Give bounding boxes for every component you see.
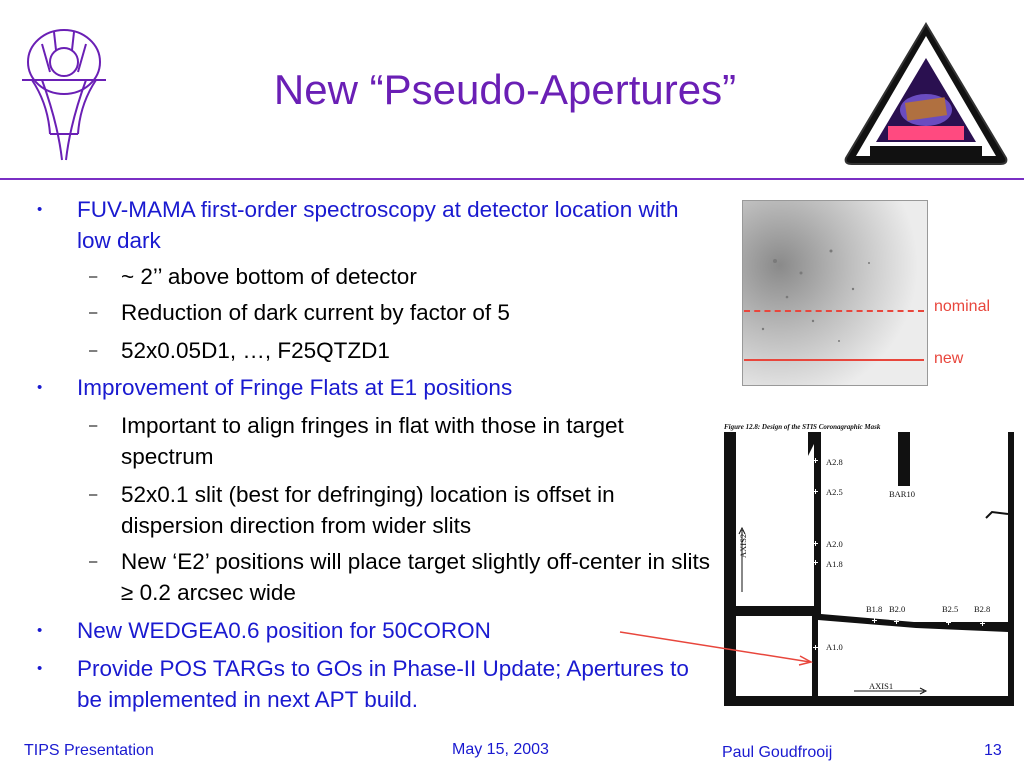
- bullet-dot: •: [37, 201, 43, 218]
- sub-item: [89, 479, 721, 541]
- sub-item: [89, 546, 711, 608]
- footer-presentation: TIPS Presentation: [24, 742, 154, 759]
- sub-text: 52x0.1 slit (best for defringing) location is offset in dispersion direction from wider slits: [121, 482, 615, 538]
- sub-item: [89, 297, 721, 328]
- mask-label: B1.8: [866, 604, 883, 614]
- sub-text: New ‘E2’ positions will place target slightly off-center in slits ≥ 0.2 arcsec wide: [121, 549, 710, 605]
- footer-date: May 15, 2003: [452, 741, 549, 758]
- sub-text: 52x0.05D1, …, F25QTZD1: [121, 338, 390, 363]
- aperture-marker: [813, 489, 818, 494]
- page-title: New “Pseudo-Apertures”: [273, 66, 737, 113]
- mask-label: AXIS2: [738, 533, 748, 558]
- mask-label: B2.8: [974, 604, 991, 614]
- sub-dash: –: [89, 486, 98, 503]
- aperture-marker: [980, 621, 985, 626]
- sub-dash: –: [89, 553, 98, 570]
- sub-text: ~ 2’’ above bottom of detector: [121, 264, 417, 289]
- mask-label: A2.8: [826, 457, 843, 467]
- bullet-text: New WEDGEA0.6 position for 50CORON: [77, 618, 491, 643]
- aperture-marker: [894, 619, 899, 624]
- bullet-item: [37, 372, 717, 403]
- sub-dash: –: [89, 304, 98, 321]
- sub-item: [89, 261, 721, 292]
- mask-label: B2.0: [889, 604, 906, 614]
- new-label: new: [934, 350, 964, 367]
- stsci-logo: [18, 14, 110, 164]
- sub-item: [89, 335, 721, 366]
- footer-author: Paul Goudfrooij: [722, 744, 833, 761]
- aperture-marker: [813, 541, 818, 546]
- mask-figure-caption: Figure 12.8: Design of the STIS Coronagraphic Mask: [724, 423, 881, 431]
- bullet-text: FUV-MAMA first-order spectroscopy at detector location with low dark: [77, 197, 679, 253]
- mask-label: B1.0: [782, 605, 799, 615]
- mask-label: A2.5: [826, 487, 843, 497]
- mask-label: A2.0: [826, 539, 843, 549]
- page-number: 13: [984, 742, 1002, 759]
- sub-dash: –: [89, 342, 98, 359]
- mask-label: A1.8: [826, 559, 843, 569]
- bullet-dot: •: [37, 622, 43, 639]
- annotation-arrow: [600, 620, 820, 670]
- aperture-marker: [813, 458, 818, 463]
- mask-label: A1.0: [826, 642, 843, 652]
- nominal-label: nominal: [934, 298, 991, 315]
- mask-label: AXIS1: [869, 681, 894, 691]
- bullet-item: [37, 194, 717, 256]
- sub-item: [89, 410, 701, 472]
- mask-label: BAR10: [889, 489, 915, 499]
- title-divider: [0, 178, 1024, 180]
- new-line: [744, 359, 924, 361]
- aperture-marker: [872, 618, 877, 623]
- bullet-dot: •: [37, 660, 43, 677]
- stis-logo: [840, 18, 1012, 170]
- bullet-dot: •: [37, 379, 43, 396]
- bullet-text: Improvement of Fringe Flats at E1 positions: [77, 375, 513, 400]
- aperture-marker: [813, 560, 818, 565]
- sub-dash: –: [89, 268, 98, 285]
- sub-dash: –: [89, 417, 98, 434]
- mask-label: B2.5: [942, 604, 959, 614]
- aperture-marker: [946, 620, 951, 625]
- sub-text: Important to align fringes in flat with those in target spectrum: [121, 413, 624, 469]
- nominal-line: [744, 310, 924, 312]
- bullet-text: Provide POS TARGs to GOs in Phase-II Update; Apertures to be implemented in next APT build.: [77, 656, 689, 712]
- sub-text: Reduction of dark current by factor of 5: [121, 300, 510, 325]
